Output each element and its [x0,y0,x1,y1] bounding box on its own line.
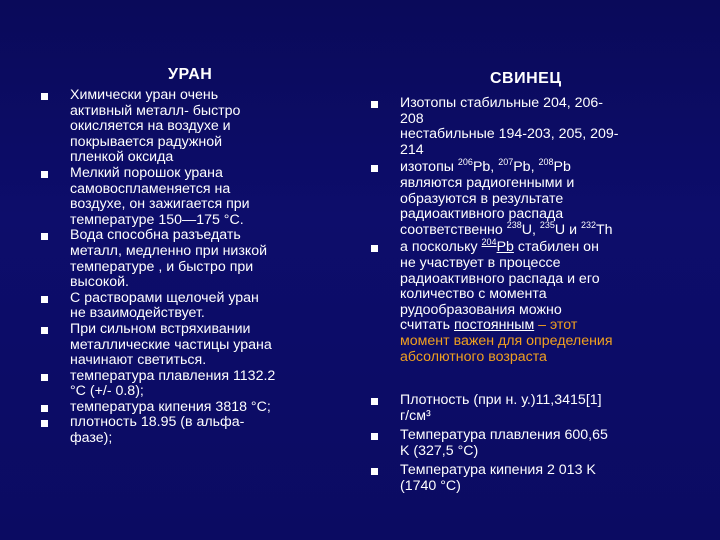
bullet-icon [41,374,48,381]
list-item: Температура плавления 600,65 K (327,5 °C) [400,428,718,459]
list-item: Плотность (при н. у.)11,3415[1] г/см³ [400,393,718,424]
bullet-icon [371,245,378,252]
list-item: плотность 18.95 (в альфа- фазе); [70,415,360,446]
lead-list [400,96,718,495]
list-item: Химически уран очень активный металл- быстро окисляется на воздухе и покрывается радужной пленкой оксида [70,88,360,166]
bullet-icon [371,433,378,440]
bullet-icon [41,420,48,427]
list-item: При сильном встряхивании металлические частицы урана начинают светиться. [70,322,360,369]
bullet-icon [41,296,48,303]
bullet-icon [371,398,378,405]
bullet-icon [371,165,378,172]
list-item: температура кипения 3818 °C; [70,400,360,416]
bullet-icon [41,171,48,178]
bullet-icon [41,233,48,240]
list-item: изотопы $^{206}$Pb, $^{207}$Pb, $^{208}$Pb являются радиогенными и образуются в результате радиоактивного распада соответственно $^{238}$U, $^{235}$U и $^{232}$Th [400,160,718,238]
uranium-list [70,88,360,447]
list-item: а поскольку $^{204}$Pb стабилен он не участвует в процессе радиоактивного распада и его количество с момента рудообразования можно считать постоянным – этот момент важен для определения абсолютного возраста [400,240,718,365]
list-item: С растворами щелочей уран не взаимодействует. [70,291,360,322]
highlight-text: – этот момент важен для определения абсолютного возраста [400,317,613,365]
lead-title: СВИНЕЦ [490,70,562,87]
list-item: Вода способна разъедать металл, медленно при низкой температуре , и быстро при высокой. [70,228,360,290]
uranium-title: УРАН [168,66,213,83]
bullet-icon [41,327,48,334]
bullet-icon [371,468,378,475]
bullet-icon [41,93,48,100]
bullet-icon [371,101,378,108]
list-item: Температура кипения 2 013 K (1740 °C) [400,463,718,494]
bullet-icon [41,405,48,412]
list-item: Мелкий порошок урана самовоспламеняется на воздухе, он зажигается при температуре 150—175 °С. [70,166,360,228]
list-item: температура плавления 1132.2 °C (+/- 0.8); [70,369,360,400]
list-item: Изотопы стабильные 204, 206- 208 нестабильные 194-203, 205, 209- 214 [400,96,718,158]
